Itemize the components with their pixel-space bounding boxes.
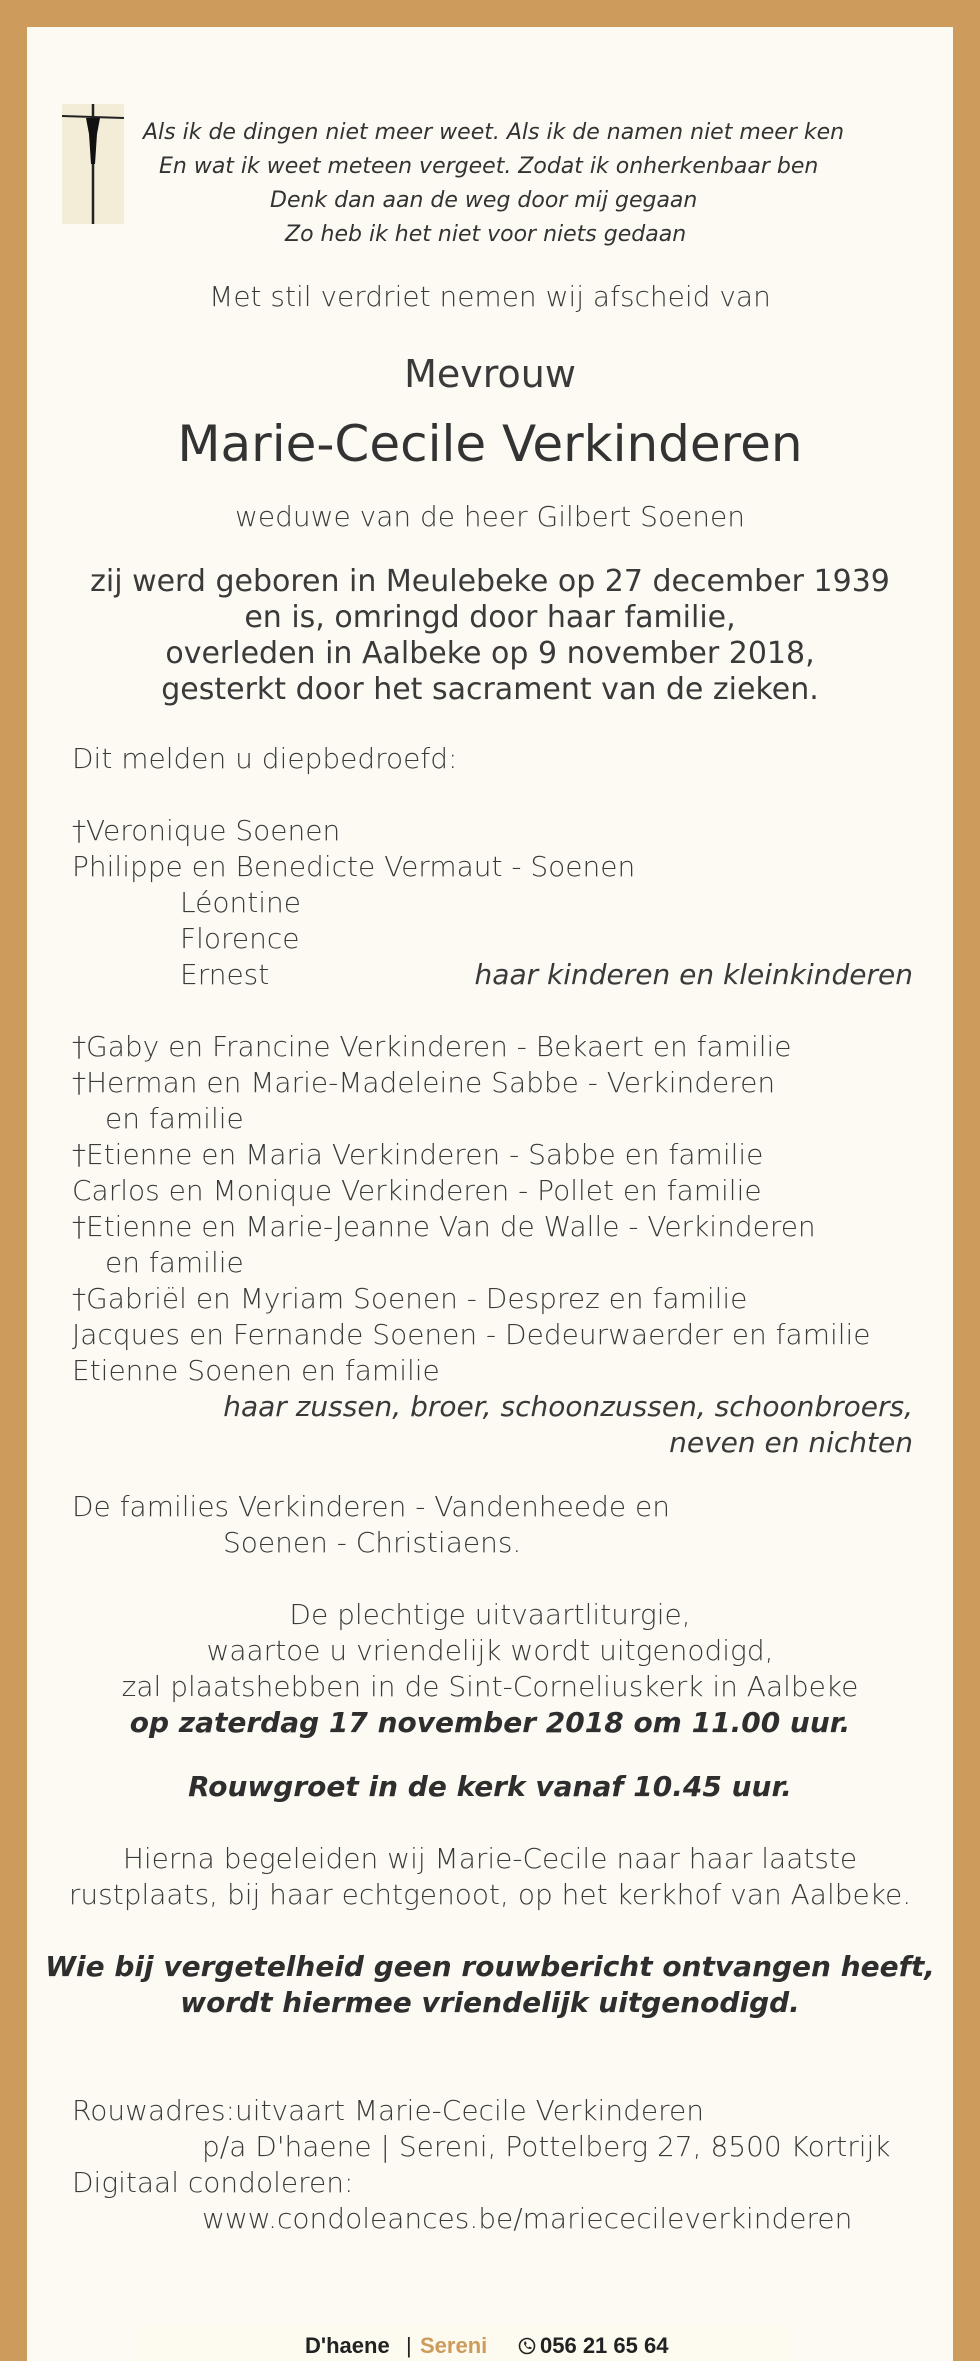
funeral-line: zal plaatshebben in de Sint-Corneliuskerk in Aalbeke bbox=[121, 1670, 859, 1703]
sibling-line: en familie bbox=[105, 1246, 244, 1279]
invite-line: Wie bij vergetelheid geen rouwbericht ontvangen heeft, bbox=[45, 1950, 935, 1983]
poem-line: Als ik de dingen niet meer weet. Als ik de namen niet meer ken bbox=[143, 120, 845, 145]
brand-dhaene: D'haene bbox=[305, 2333, 390, 2358]
sibling-line: †Etienne en Marie-Jeanne Van de Walle - Verkinderen bbox=[72, 1210, 816, 1243]
obituary-card bbox=[27, 27, 953, 2361]
sibling-line: en familie bbox=[105, 1102, 244, 1135]
spouse-line: weduwe van de heer Gilbert Soenen bbox=[234, 500, 746, 533]
funeral-date: op zaterdag 17 november 2018 om 11.00 uur. bbox=[129, 1706, 851, 1739]
deceased-name: Marie-Cecile Verkinderen bbox=[177, 415, 803, 473]
address-line: p/a D'haene | Sereni, Pottelberg 27, 8500 Kortrijk bbox=[202, 2130, 891, 2163]
sibling-line: †Gabriël en Myriam Soenen - Desprez en familie bbox=[72, 1282, 748, 1315]
brand-separator: | bbox=[406, 2333, 412, 2358]
phone-number[interactable]: 056 21 65 64 bbox=[540, 2333, 669, 2358]
sibling-line: Jacques en Fernande Soenen - Dedeurwaerder en familie bbox=[72, 1318, 871, 1351]
grandchild-name: Ernest bbox=[180, 958, 270, 991]
child-name: Philippe en Benedicte Vermaut - Soenen bbox=[72, 850, 636, 883]
burial-line: Hierna begeleiden wij Marie-Cecile naar haar laatste bbox=[122, 1842, 858, 1875]
families-line: Soenen - Christiaens. bbox=[223, 1526, 522, 1559]
sibling-line: Carlos en Monique Verkinderen - Pollet en familie bbox=[72, 1174, 762, 1207]
sibling-line: †Gaby en Francine Verkinderen - Bekaert en familie bbox=[72, 1030, 792, 1063]
brand-sereni: Sereni bbox=[420, 2333, 488, 2358]
children-caption: haar kinderen en kleinkinderen bbox=[474, 958, 913, 991]
announce-text: Dit melden u diepbedroefd: bbox=[72, 742, 458, 775]
child-name: †Veronique Soenen bbox=[72, 814, 341, 847]
sibling-line: †Etienne en Maria Verkinderen - Sabbe en familie bbox=[72, 1138, 764, 1171]
siblings-caption: neven en nichten bbox=[669, 1426, 913, 1459]
title: Mevrouw bbox=[404, 352, 576, 396]
birth-line: gesterkt door het sacrament van de zieken. bbox=[161, 672, 819, 707]
sibling-line: †Herman en Marie-Madeleine Sabbe - Verkinderen bbox=[72, 1066, 776, 1099]
sibling-line: Etienne Soenen en familie bbox=[72, 1354, 440, 1387]
siblings-caption: haar zussen, broer, schoonzussen, schoonbroers, bbox=[223, 1390, 913, 1423]
invite-line: wordt hiermee vriendelijk uitgenodigd. bbox=[180, 1986, 800, 2019]
address-line: Digitaal condoleren: bbox=[72, 2166, 354, 2199]
birth-line: en is, omringd door haar familie, bbox=[244, 600, 736, 635]
birth-line: overleden in Aalbeke op 9 november 2018, bbox=[165, 636, 815, 671]
cross-image bbox=[62, 104, 124, 224]
phone-icon bbox=[518, 2335, 536, 2361]
grandchild-name: Florence bbox=[180, 922, 300, 955]
burial-line: rustplaats, bij haar echtgenoot, op het kerkhof van Aalbeke. bbox=[68, 1878, 912, 1911]
address-line: Rouwadres:uitvaart Marie-Cecile Verkinderen bbox=[72, 2094, 704, 2127]
intro-text: Met stil verdriet nemen wij afscheid van bbox=[209, 280, 771, 313]
funeral-line: De plechtige uitvaartliturgie, bbox=[289, 1598, 691, 1631]
footer-bar bbox=[135, 2325, 790, 2361]
condolence-time: Rouwgroet in de kerk vanaf 10.45 uur. bbox=[188, 1770, 792, 1803]
funeral-line: waartoe u vriendelijk wordt uitgenodigd, bbox=[206, 1634, 774, 1667]
poem-line: En wat ik weet meteen vergeet. Zodat ik onherkenbaar ben bbox=[159, 154, 819, 179]
poem-line: Zo heb ik het niet voor niets gedaan bbox=[285, 222, 687, 247]
condolence-url[interactable]: www.condoleances.be/mariececileverkinderen bbox=[202, 2202, 853, 2235]
poem-line: Denk dan aan de weg door mij gegaan bbox=[270, 188, 698, 213]
birth-line: zij werd geboren in Meulebeke op 27 december 1939 bbox=[90, 564, 890, 599]
cross-icon bbox=[62, 104, 124, 224]
grandchild-name: Léontine bbox=[180, 886, 301, 919]
families-line: De families Verkinderen - Vandenheede en bbox=[72, 1490, 670, 1523]
